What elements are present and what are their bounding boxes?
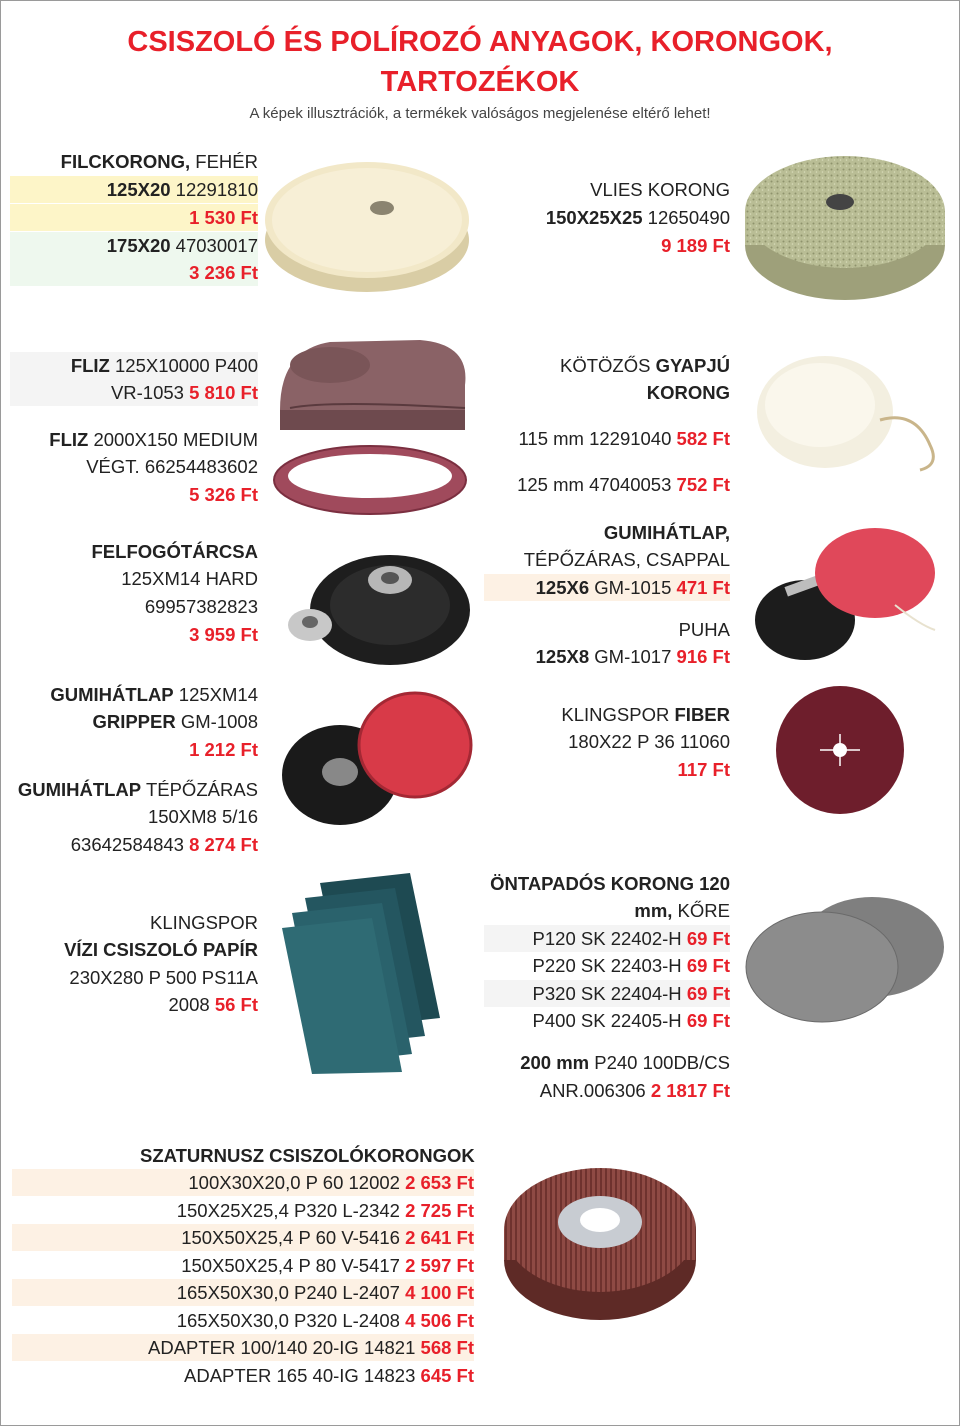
filc-row1: 125X20 12291810 — [10, 176, 258, 203]
fiber-price: 117 Ft — [677, 759, 730, 780]
adhesive-discs-image — [742, 872, 954, 1042]
szaturnusz-row: ADAPTER 100/140 20-IG 14821 568 Ft — [12, 1334, 474, 1361]
szaturnusz-row: 150X25X25,4 P320 L-2342 2 725 Ft — [176, 1200, 474, 1221]
gyapju-line1: KÖTÖZŐS GYAPJÚ — [560, 355, 730, 376]
felfogo-line2: 125XM14 HARD — [121, 568, 258, 589]
filc-row1-price: 1 530 Ft — [10, 204, 258, 231]
ontapados-line1: ÖNTAPADÓS KORONG 120 — [490, 873, 730, 894]
vlies-price: 9 189 Ft — [661, 235, 730, 256]
gyapju-row2: 125 mm 47040053 752 Ft — [517, 474, 730, 495]
fliz1-line2: VR-1053 5 810 Ft — [10, 379, 258, 406]
gumi2-line3: 63642584843 8 274 Ft — [70, 834, 258, 855]
ontapados-row: P320 SK 22404-H 69 Ft — [484, 980, 730, 1007]
gyapju-line2: KORONG — [646, 382, 730, 403]
ontapados-row: P400 SK 22405-H 69 Ft — [532, 1010, 730, 1031]
fliz1-line1: FLIZ 125X10000 P400 — [10, 352, 258, 379]
paper-line2: VÍZI CSISZOLÓ PAPÍR — [64, 939, 258, 960]
gripper-pad-image — [275, 690, 475, 840]
vlies-size-line: 150X25X25 12650490 — [545, 207, 730, 228]
ontapados-row: P120 SK 22402-H 69 Ft — [484, 925, 730, 952]
paper-line4: 2008 56 Ft — [168, 994, 258, 1015]
vlies-name: VLIES KORONG — [590, 179, 730, 200]
felfogo-code: 69957382823 — [144, 596, 258, 617]
felt-wheel-image — [262, 148, 472, 293]
fiber-disc-image — [770, 682, 910, 822]
wool-bonnet-image — [740, 350, 950, 485]
gumi1-price: 1 212 Ft — [189, 739, 258, 760]
szaturnusz-title: SZATURNUSZ CSISZOLÓKORONGOK — [140, 1145, 475, 1166]
flap-wheel-image — [500, 1150, 700, 1325]
szaturnusz-row: 150X50X25,4 P 60 V-5416 2 641 Ft — [12, 1224, 474, 1251]
gumi3-name: GUMIHÁTLAP, — [603, 522, 730, 543]
gumi3-row2: 125X8 GM-1017 916 Ft — [535, 646, 730, 667]
ontapados-anr: ANR.006306 2 1817 Ft — [539, 1080, 730, 1101]
vlies-wheel-image — [740, 150, 950, 305]
paper-line3: 230X280 P 500 PS11A — [69, 967, 258, 988]
gumi1-line1: GUMIHÁTLAP 125XM14 — [50, 684, 258, 705]
disclaimer: A képek illusztrációk, a termékek valóságos megjelenése eltérő lehet! — [249, 105, 711, 122]
gumi3-puha: PUHA — [678, 619, 730, 640]
ontapados-row: P220 SK 22403-H 69 Ft — [532, 955, 730, 976]
sandpaper-sheets-image — [280, 868, 470, 1078]
filc-row2-price: 3 236 Ft — [10, 259, 258, 286]
felfogo-price: 3 959 Ft — [189, 624, 258, 645]
fiber-line2: 180X22 P 36 11060 — [568, 731, 730, 752]
gumi3-row1: 125X6 GM-1015 471 Ft — [484, 574, 730, 601]
gumi3-line2: TÉPŐZÁRAS, CSAPPAL — [523, 549, 730, 570]
gyapju-row1: 115 mm 12291040 582 Ft — [518, 428, 730, 449]
gumi2-line2: 150XM8 5/16 — [147, 806, 258, 827]
szaturnusz-row: 165X50X30,0 P240 L-2407 4 100 Ft — [12, 1279, 474, 1306]
felfogo-name: FELFOGÓTÁRCSA — [91, 541, 258, 562]
szaturnusz-row: 150X50X25,4 P 80 V-5417 2 597 Ft — [181, 1255, 474, 1276]
ontapados-line2: mm, KŐRE — [634, 900, 730, 921]
gumi1-line2: GRIPPER GM-1008 — [92, 711, 258, 732]
fliz2-line1: FLIZ 2000X150 MEDIUM — [49, 429, 258, 450]
fliz2-price: 5 326 Ft — [189, 484, 258, 505]
fiber-line1: KLINGSPOR FIBER — [561, 704, 730, 725]
ontapados-200mm: 200 mm P240 100DB/CS — [520, 1052, 730, 1073]
page-title-line1: CSISZOLÓ ÉS POLÍROZÓ ANYAGOK, KORONGOK, — [127, 26, 833, 58]
fliz-roll-image — [270, 330, 470, 442]
fliz2-line2: VÉGT. 66254483602 — [86, 456, 258, 477]
page-title-line2: TARTOZÉKOK — [380, 66, 580, 98]
szaturnusz-row: 165X50X30,0 P320 L-2408 4 506 Ft — [176, 1310, 474, 1331]
gumi2-line1: GUMIHÁTLAP TÉPŐZÁRAS — [17, 779, 258, 800]
backing-pad-image — [275, 540, 475, 670]
filc-name: FILCKORONG, FEHÉR — [60, 151, 258, 172]
fliz-belt-image — [270, 440, 470, 520]
szaturnusz-row: ADAPTER 165 40-IG 14823 645 Ft — [184, 1365, 474, 1386]
szaturnusz-row: 100X30X20,0 P 60 12002 2 653 Ft — [12, 1169, 474, 1196]
paper-line1: KLINGSPOR — [150, 912, 258, 933]
filc-row2: 175X20 47030017 — [10, 232, 258, 259]
velcro-pad-shaft-image — [745, 525, 950, 665]
